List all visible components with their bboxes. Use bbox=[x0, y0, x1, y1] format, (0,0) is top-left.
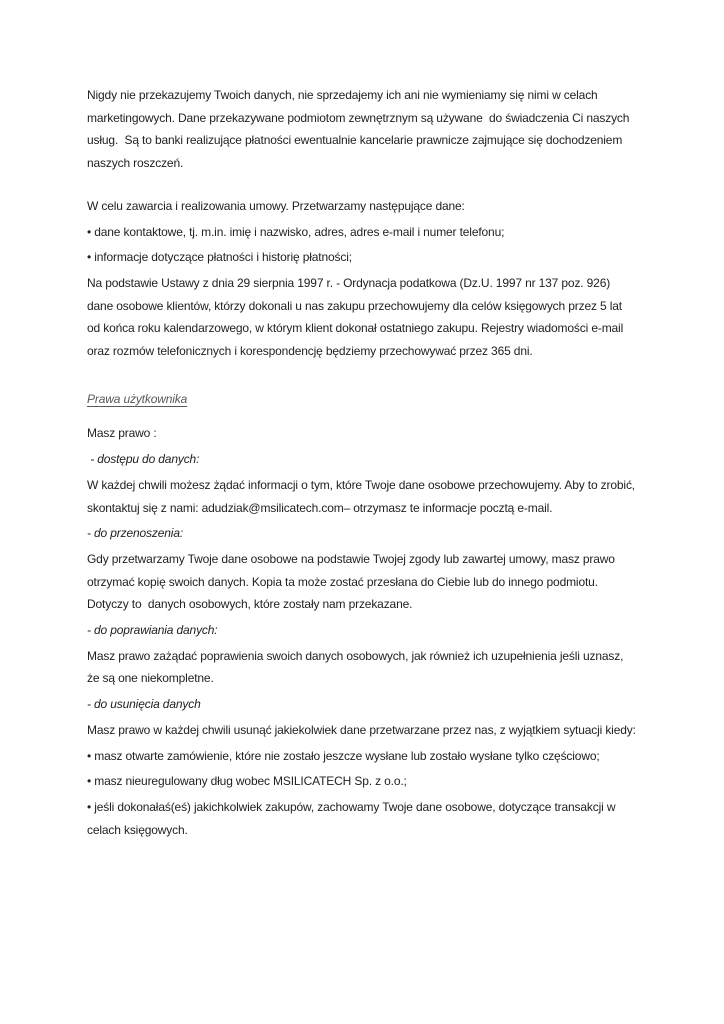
paragraph-you-have-right: Masz prawo : bbox=[87, 426, 157, 441]
bullet-contact-data: • dane kontaktowe, tj. m.in. imię i nazwisko, adres, adres e-mail i numer telefonu; bbox=[87, 224, 505, 239]
paragraph-access-info: W każdej chwili możesz żądać informacji o tym, które Twoje dane osobowe przechowujemy. Aby to zrobić, skontaktuj się z nami: adudziak@msilicatech.com– otrzymasz te informacje pocztą e-mail. bbox=[87, 477, 639, 515]
heading-user-rights: Prawa użytkownika bbox=[87, 391, 188, 406]
label-right-correction: - do poprawiania danych: bbox=[87, 623, 218, 638]
label-right-deletion: - do usunięcia danych bbox=[87, 697, 201, 712]
paragraph-contract-purpose: W celu zawarcia i realizowania umowy. Przetwarzamy następujące dane: bbox=[87, 198, 465, 213]
paragraph-correction-info: Masz prawo zażądać poprawienia swoich danych osobowych, jak również ich uzupełnienia jeśli uznasz, że są one niekompletne. bbox=[87, 648, 627, 686]
paragraph-deletion-info: Masz prawo w każdej chwili usunąć jakiekolwiek dane przetwarzane przez nas, z wyjątkiem sytuacji kiedy: bbox=[87, 722, 636, 737]
bullet-open-order: • masz otwarte zamówienie, które nie zostało jeszcze wysłane lub zostało wysłane tylko częściowo; bbox=[87, 748, 600, 763]
label-right-portability: - do przenoszenia: bbox=[87, 526, 184, 541]
label-right-access: - dostępu do danych: bbox=[87, 452, 200, 467]
bullet-unpaid-debt: • masz nieuregulowany dług wobec MSILICATECH Sp. z o.o.; bbox=[87, 774, 407, 789]
paragraph-no-sharing: Nigdy nie przekazujemy Twoich danych, nie sprzedajemy ich ani nie wymieniamy się nimi w celach marketingowych. Dane przekazywane podmiotom zewnętrznym są używane do świadczenia Ci naszych usług. Są to banki realizujące płatności ewentualnie kancelarie prawnicze zajmujące się dochodzeniem naszych roszczeń. bbox=[87, 88, 633, 171]
bullet-purchase-records: • jeśli dokonałaś(eś) jakichkolwiek zakupów, zachowamy Twoje dane osobowe, dotyczące transakcji w celach księgowych. bbox=[87, 799, 619, 837]
paragraph-portability-info: Gdy przetwarzamy Twoje dane osobowe na podstawie Twojej zgody lub zawartej umowy, masz prawo otrzymać kopię swoich danych. Kopia ta może zostać przesłana do Ciebie lub do innego podmiotu. Dotyczy to danych osobowych, które zostały nam przekazane. bbox=[87, 551, 618, 612]
paragraph-tax-law: Na podstawie Ustawy z dnia 29 sierpnia 1997 r. - Ordynacja podatkowa (Dz.U. 1997 nr 137 poz. 926) dane osobowe klientów, którzy dokonali u nas zakupu przechowujemy dla celów księgowych przez 5 lat od końca roku kalendarzowego, w którym klient dokonał ostatniego zakupu. Rejestry wiadomości e-mail oraz rozmów telefonicznych i korespondencję będziemy przechowywać przez 365 dni. bbox=[87, 275, 627, 359]
bullet-payment-info: • informacje dotyczące płatności i historię płatności; bbox=[87, 250, 352, 265]
